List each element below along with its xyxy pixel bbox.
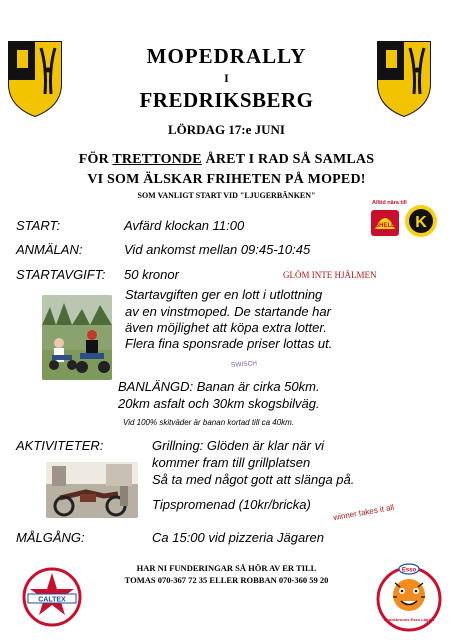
tips-walk: Tipspromenad (10kr/bricka) [152, 497, 311, 512]
title-line-3: FREDRIKSBERG [139, 88, 314, 112]
headline-part-2: ÅRET I RAD SÅ SAMLAS [201, 152, 375, 167]
start-label: START: [16, 218, 61, 233]
fee-line-4: Flera fina sponsrade priser lottas ut. [125, 336, 333, 351]
title-line-2: I [224, 71, 229, 85]
activities-line-3: Så ta med något gott att slänga på. [152, 472, 355, 487]
track-line-2: 20km asfalt och 30km skogsbilväg. [118, 396, 320, 411]
esso-tiger-logo-icon [375, 561, 443, 633]
caltex-logo-icon [22, 567, 82, 627]
title-line-1: MOPEDRALLY [146, 44, 307, 68]
shell-logo-text: SHELL [375, 223, 395, 229]
track-line-1: BANLÄNGD: Banan är cirka 50km. [118, 379, 320, 394]
fee-line-2: av en vinstmoped. De startande har [125, 304, 331, 319]
helmet-note: GLÖM INTE HJÄLMEN [283, 270, 377, 280]
vintage-mopeds-photo [46, 462, 138, 518]
finish-label: MÅLGÅNG: [16, 530, 85, 545]
headline-line-1 [0, 152, 453, 168]
esso-logo-bottom-text: Lundsbrunns Esso Lägsta [383, 617, 435, 622]
sponsor-note: Alltid nära till [372, 200, 407, 206]
tips-walk-note: winner takes it all [332, 502, 395, 523]
esso-logo-text: Esso [401, 567, 417, 574]
start-value: Avfärd klockan 11:00 [124, 218, 245, 233]
finish-value: Ca 15:00 vid pizzeria Jägaren [152, 530, 324, 545]
fee-line-3: även möjlighet att köpa extra lotter. [125, 320, 327, 335]
moped-riders-photo [42, 295, 112, 380]
headline-underlined: TRETTONDE [112, 152, 202, 167]
headline-subline: SOM VANLIGT START VID "LJUGERBÄNKEN" [137, 191, 316, 200]
fee-label: STARTAVGIFT: [16, 267, 106, 282]
activities-line-2: kommer fram till grillplatsen [152, 455, 311, 470]
fee-line-1: Startavgiften ger en lott i utlottning [125, 287, 323, 302]
footer-line-1: HAR NI FUNDERINGAR SÅ HÖR AV ER TILL [136, 563, 317, 573]
k-logo-text: K [415, 214, 427, 231]
event-date: LÖRDAG 17:e JUNI [168, 122, 285, 137]
k-logo-icon [404, 204, 438, 238]
registration-value: Vid ankomst mellan 09:45-10:45 [124, 242, 311, 257]
registration-label: ANMÄLAN: [16, 242, 83, 257]
activities-line-1: Grillning: Glöden är klar när vi [152, 438, 324, 453]
footer-line-2: TOMAS 070-367 72 35 ELLER ROBBAN 070-360 59 20 [124, 575, 329, 585]
caltex-logo-text: CALTEX [38, 596, 66, 604]
activities-label: AKTIVITETER: [16, 438, 104, 453]
fee-value: 50 kronor [124, 267, 179, 282]
track-note: Vid 100% skitväder är banan kortad till ca 40km. [123, 418, 295, 427]
swish-note: SWISCH [230, 360, 258, 369]
headline-part-1: FÖR [78, 152, 113, 167]
shell-logo-icon [370, 209, 400, 237]
headline-line-2: VI SOM ÄLSKAR FRIHETEN PÅ MOPED! [87, 172, 366, 187]
